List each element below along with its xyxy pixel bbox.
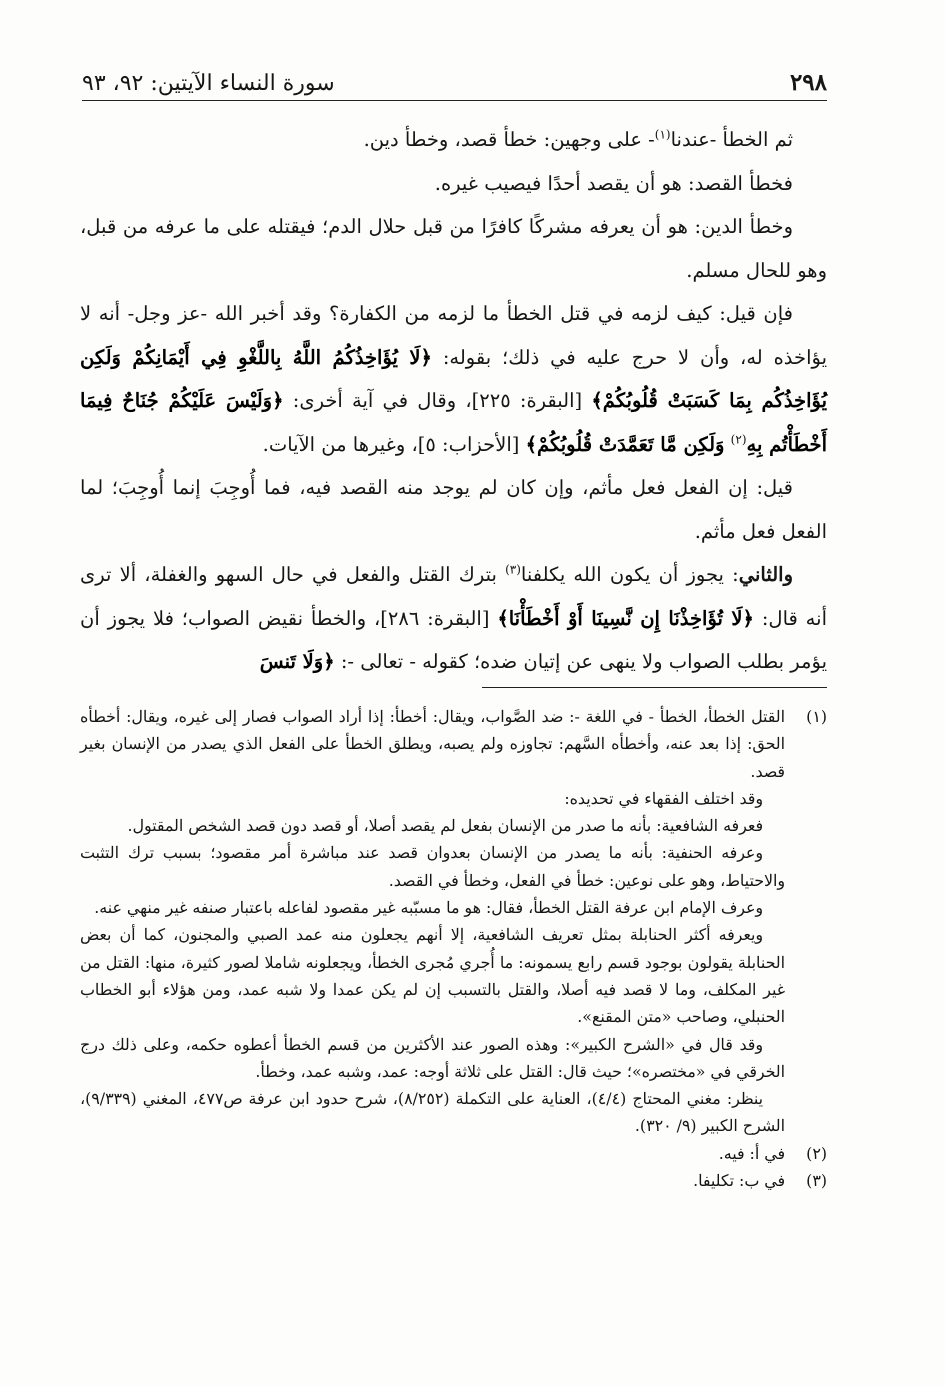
main-text	[80, 118, 827, 684]
footnote-1-body	[80, 703, 785, 839]
footnote-1-line-8: ينظر: مغني المحتاج (٤/٤)، العناية على التكملة (٨/٢٥٢)، شرح حدود ابن عرفة ص٤٧٧، المغني (٩/٣٣٩)، الشرح الكبير (٩/ ٣٢٠).	[80, 1089, 785, 1136]
footnote-1-line-7: وقد قال في «الشرح الكبير»: وهذه الصور عند الأكثرين من قسم الخطأ أعطوه حكمه، وعلى ذلك درج الخرقي في «مختصره»؛ حيث قال: القتل على ثلاثة أوجه: عمد، وشبه عمد، وخطأ.	[80, 1034, 785, 1081]
footnote-3-number: (٣)	[806, 1171, 827, 1191]
p6-text-c: [البقرة: ٢٨٦]، والخطأ نقيض الصواب؛ فلا يجوز أن يؤمر بطلب الصواب ولا ينهى عن إتيان ضده؛ كقوله - تعالى -:	[80, 606, 827, 673]
p6-bold-label: والثاني	[738, 563, 794, 586]
p4-text-c: [الأحزاب: ٥]، وغيرها من الآيات.	[262, 432, 520, 456]
page-header	[82, 62, 827, 101]
footnote-1-line-4: وعرفه الحنفية: بأنه ما يصدر من الإنسان بعدوان قصد عند مباشرة أمر مقصود؛ بسبب ترك التثبت والاحتياط، وهو على نوعين: خطأ في الفعل، وخطأ في القصد.	[80, 843, 785, 890]
footnote-ref-1[interactable]: (١)	[654, 127, 671, 142]
quran-verse-5: ﴿وَلَا تَنسَ	[259, 650, 335, 673]
quran-verse-4: ﴿لَا تُؤَاخِذْنَا إِن نَّسِينَا أَوْ أَخْطَأْنَا﴾	[497, 606, 754, 630]
p1-text-b: - على وجهين: خطأ قصد، وخطأ دين.	[363, 128, 655, 151]
footnote-1-number: (١)	[806, 707, 827, 726]
footnote-separator	[482, 687, 827, 688]
paragraph-2: فخطأ القصد: هو أن يقصد أحدًا فيصيب غيره.	[434, 171, 793, 195]
footnote-1-line-2: وقد اختلف الفقهاء في تحديده:	[564, 788, 763, 808]
footnote-2-text: في أ: فيه.	[718, 1143, 785, 1163]
footnote-ref-3[interactable]: (٣)	[505, 562, 521, 577]
footnotes	[80, 703, 827, 1194]
paragraph-3: وخطأ الدين: هو أن يعرفه مشركًا كافرًا من قبل حلال الدم؛ فيقتله على ما عرفه من قبل، وهو للحال مسلم.	[80, 215, 827, 282]
quran-verse-1: ﴿لَا يُؤَاخِذُكُمُ اللَّهُ بِاللَّغْوِ فِي أَيْمَانِكُمْ وَلَكِن يُؤَاخِذُكُم بِمَا كَسَبَتْ قُلُوبُكُمْ﴾	[80, 345, 828, 412]
p4-text-b: [البقرة: ٢٢٥]، وقال في آية أخرى:	[292, 389, 583, 412]
footnote-1-line-3: فعرفه الشافعية: بأنه ما صدر من الإنسان بفعل لم يقصد أصلا، أو قصد دون قصد الشخص المقتول.	[127, 816, 763, 836]
footnote-1-line-5: وعرف الإمام ابن عرفة القتل الخطأ، فقال: هو ما مسبّبه غير مقصود لفاعله باعتبار صنفه غير منهي عنه.	[94, 898, 763, 918]
running-title: سورة النساء الآيتين: ٩٢، ٩٣	[82, 71, 335, 96]
footnote-1-line-6: ويعرفه أكثر الحنابلة بمثل تعريف الشافعية، إلا أنهم يجعلون منه عمد الصبي والمجنون، كما أن بعض الحنابلة يقولون بوجود قسم رابع يسمونه: ما أُجري مُجرى الخطأ، ويجعلونه شاملا لصور كثيرة، منها: القتل من غير المكلف، وما لا قصد فيه أصلا، والقتل بالتسبب إن لم يكن عمدا ولا شبه عمد، ومن هؤلاء أبو الخطاب الحنبلي، وصاحب «متن المقنع».	[80, 925, 785, 1027]
footnote-3-text: في ب: تكليفا.	[693, 1171, 785, 1191]
quran-verse-2: ﴿وَلَيْسَ عَلَيْكُمْ جُنَاحٌ فِيمَا أَخْطَأْتُم بِهِ	[80, 389, 827, 456]
footnote-2-number: (٢)	[806, 1143, 827, 1163]
footnote-1-line-1: القتل الخطأ، الخطأ - في اللغة -: ضد الصَّواب، ويقال: أخطأ: إذا أراد الصواب فصار إلى غيره، ويقال: أخطأه الحق: إذا بعد عنه، وأخطأه السَّهم: تجاوزه ولم يصبه، ويطلق الخطأ على الفعل الذي يصدر من الإنسان بغير قصد.	[80, 707, 785, 781]
paragraph-6	[80, 553, 827, 684]
footnote-ref-2[interactable]: (٢)	[730, 432, 747, 446]
footnote-2	[80, 1140, 827, 1167]
p6-text-b: بترك القتل والفعل في حال السهو والغفلة، ألا ترى أنه قال:	[80, 563, 827, 630]
p6-text-a: : يجوز أن يكون الله يكلفنا	[520, 563, 739, 586]
footnote-3	[80, 1167, 827, 1194]
paragraph-5: قيل: إن الفعل فعل مأثم، وإن كان لم يوجد منه القصد فيه، فما أُوجِبَ إنما أُوجِبَ؛ لما الفعل فعل مأثم.	[80, 476, 827, 543]
paragraph-4	[80, 292, 827, 466]
paragraph-1	[80, 118, 827, 162]
footnote-1-continuation	[80, 839, 785, 1139]
quran-verse-3: وَلَكِن مَّا تَعَمَّدَتْ قُلُوبُكُمْ﴾	[525, 432, 725, 456]
page-number: ٢٩٨	[789, 69, 827, 96]
p4-text-a: فإن قيل: كيف لزمه في قتل الخطأ ما لزمه من الكفارة؟ وقد أخبر الله -عز وجل- أنه لا يؤاخذه له، وأن لا حرج عليه في ذلك؛ بقوله:	[80, 302, 827, 369]
p1-text-a: ثم الخطأ -عندنا	[670, 128, 793, 151]
footnote-1	[80, 703, 827, 839]
